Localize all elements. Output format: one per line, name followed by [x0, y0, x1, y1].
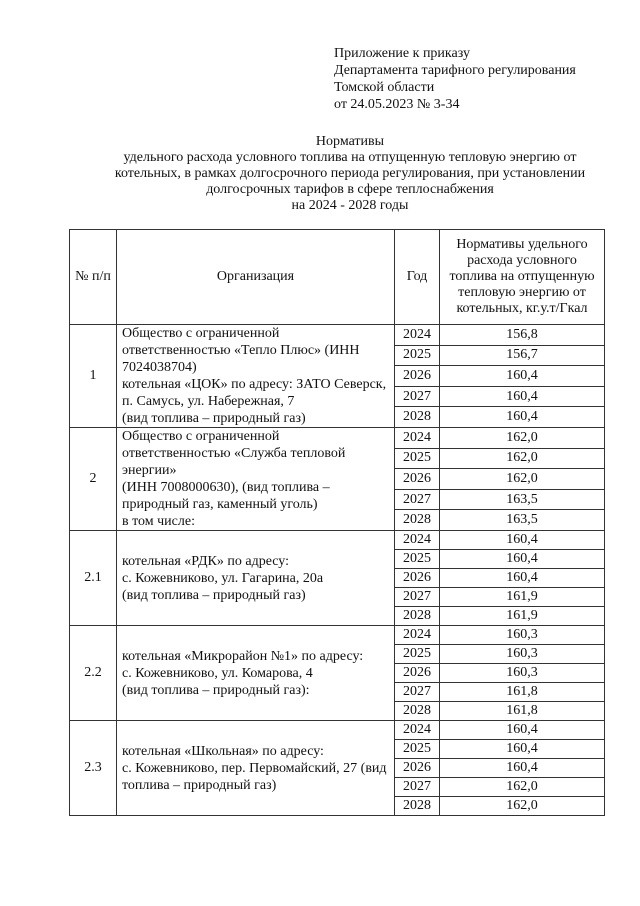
norm-value-cell: 161,9	[440, 588, 605, 607]
norms-table	[69, 229, 605, 816]
year-cell: 2024	[395, 325, 440, 346]
organization-line: котельная «РДК» по адресу:	[122, 553, 290, 569]
organization-line: Общество с ограниченной ответственностью «Служба тепловой энергии»	[122, 429, 346, 478]
title-line: долгосрочных тарифов в сфере теплоснабжения	[206, 182, 494, 197]
norm-value-cell: 160,4	[440, 366, 605, 387]
norm-value-cell: 162,0	[440, 778, 605, 797]
year-cell: 2024	[395, 428, 440, 449]
year-cell: 2025	[395, 448, 440, 469]
appendix-line: Томской области	[334, 80, 435, 95]
title-line: на 2024 - 2028 годы	[291, 198, 409, 213]
norm-value-cell: 161,8	[440, 702, 605, 721]
title-line: Нормативы	[315, 134, 385, 149]
header-org: Организация	[117, 230, 395, 325]
norm-value-cell: 163,5	[440, 489, 605, 510]
year-cell: 2024	[395, 721, 440, 740]
appendix-block	[334, 45, 576, 113]
year-cell: 2025	[395, 345, 440, 366]
table-body	[70, 325, 605, 816]
organization-line: с. Кожевниково, ул. Гагарина, 20а	[122, 570, 324, 586]
norm-value-cell: 160,4	[440, 550, 605, 569]
year-cell: 2027	[395, 588, 440, 607]
organization-line: в том числе:	[122, 514, 195, 529]
appendix-line: от 24.05.2023 № 3-34	[334, 97, 460, 112]
norm-value-cell: 162,0	[440, 469, 605, 490]
organization-cell	[117, 531, 395, 626]
header-norm: Нормативы удельного расхода условного топлива на отпущенную тепловую энергию от котельных, кг.у.т/Гкал	[440, 230, 605, 325]
table-header-row	[70, 230, 605, 325]
year-cell: 2025	[395, 740, 440, 759]
row-number: 2.3	[70, 721, 117, 816]
organization-line: (вид топлива – природный газ)	[122, 587, 306, 603]
norm-value-cell: 163,5	[440, 510, 605, 531]
row-number: 2.1	[70, 531, 117, 626]
year-cell: 2028	[395, 797, 440, 816]
table-row	[70, 428, 605, 449]
year-cell: 2026	[395, 366, 440, 387]
year-cell: 2027	[395, 778, 440, 797]
organization-line: котельная «Школьная» по адресу:	[122, 743, 324, 759]
organization-line: с. Кожевниково, ул. Комарова, 4	[122, 665, 313, 681]
organization-cell	[117, 721, 395, 816]
document-title	[60, 134, 640, 214]
norm-value-cell: 160,3	[440, 645, 605, 664]
appendix-line: Приложение к приказу	[334, 46, 470, 61]
year-cell: 2025	[395, 550, 440, 569]
header-num: № п/п	[70, 230, 117, 325]
norm-value-cell: 161,9	[440, 607, 605, 626]
table-row	[70, 325, 605, 346]
row-number: 1	[70, 325, 117, 428]
norm-value-cell: 162,0	[440, 428, 605, 449]
norm-value-cell: 160,4	[440, 386, 605, 407]
organization-line: (вид топлива – природный газ)	[122, 411, 306, 426]
organization-line: котельная «Микрорайон №1» по адресу:	[122, 648, 364, 664]
norm-value-cell: 160,4	[440, 740, 605, 759]
title-line: котельных, в рамках долгосрочного периода регулирования, при установлении	[114, 166, 586, 181]
year-cell: 2026	[395, 469, 440, 490]
year-cell: 2028	[395, 702, 440, 721]
table-row	[70, 531, 605, 550]
norm-value-cell: 161,8	[440, 683, 605, 702]
organization-cell	[117, 428, 395, 531]
norm-value-cell: 160,4	[440, 569, 605, 588]
norm-value-cell: 160,4	[440, 531, 605, 550]
norm-value-cell: 162,0	[440, 448, 605, 469]
year-cell: 2027	[395, 489, 440, 510]
year-cell: 2027	[395, 683, 440, 702]
table-row	[70, 626, 605, 645]
organization-line: котельная «ЦОК» по адресу: ЗАТО Северск, п. Самусь, ул. Набережная, 7	[122, 377, 387, 409]
year-cell: 2026	[395, 664, 440, 683]
row-number: 2	[70, 428, 117, 531]
year-cell: 2028	[395, 407, 440, 428]
organization-cell	[117, 325, 395, 428]
year-cell: 2026	[395, 569, 440, 588]
year-cell: 2026	[395, 759, 440, 778]
norm-value-cell: 156,7	[440, 345, 605, 366]
organization-line: (ИНН 7008000630), (вид топлива – природный газ, каменный уголь)	[122, 480, 330, 512]
organization-line: Общество с ограниченной ответственностью «Тепло Плюс» (ИНН 7024038704)	[122, 326, 360, 375]
year-cell: 2028	[395, 607, 440, 626]
organization-cell	[117, 626, 395, 721]
norm-value-cell: 160,3	[440, 664, 605, 683]
year-cell: 2024	[395, 531, 440, 550]
title-line: удельного расхода условного топлива на отпущенную тепловую энергию от	[123, 150, 577, 165]
norm-value-cell: 160,3	[440, 626, 605, 645]
year-cell: 2028	[395, 510, 440, 531]
organization-line: с. Кожевниково, пер. Первомайский, 27 (вид топлива – природный газ)	[122, 760, 387, 793]
row-number: 2.2	[70, 626, 117, 721]
year-cell: 2027	[395, 386, 440, 407]
norm-value-cell: 160,4	[440, 721, 605, 740]
norm-value-cell: 160,4	[440, 759, 605, 778]
norm-value-cell: 160,4	[440, 407, 605, 428]
appendix-line: Департамента тарифного регулирования	[334, 63, 576, 78]
header-year: Год	[395, 230, 440, 325]
table-row	[70, 721, 605, 740]
year-cell: 2025	[395, 645, 440, 664]
norm-value-cell: 162,0	[440, 797, 605, 816]
year-cell: 2024	[395, 626, 440, 645]
organization-line: (вид топлива – природный газ):	[122, 682, 310, 698]
norm-value-cell: 156,8	[440, 325, 605, 346]
